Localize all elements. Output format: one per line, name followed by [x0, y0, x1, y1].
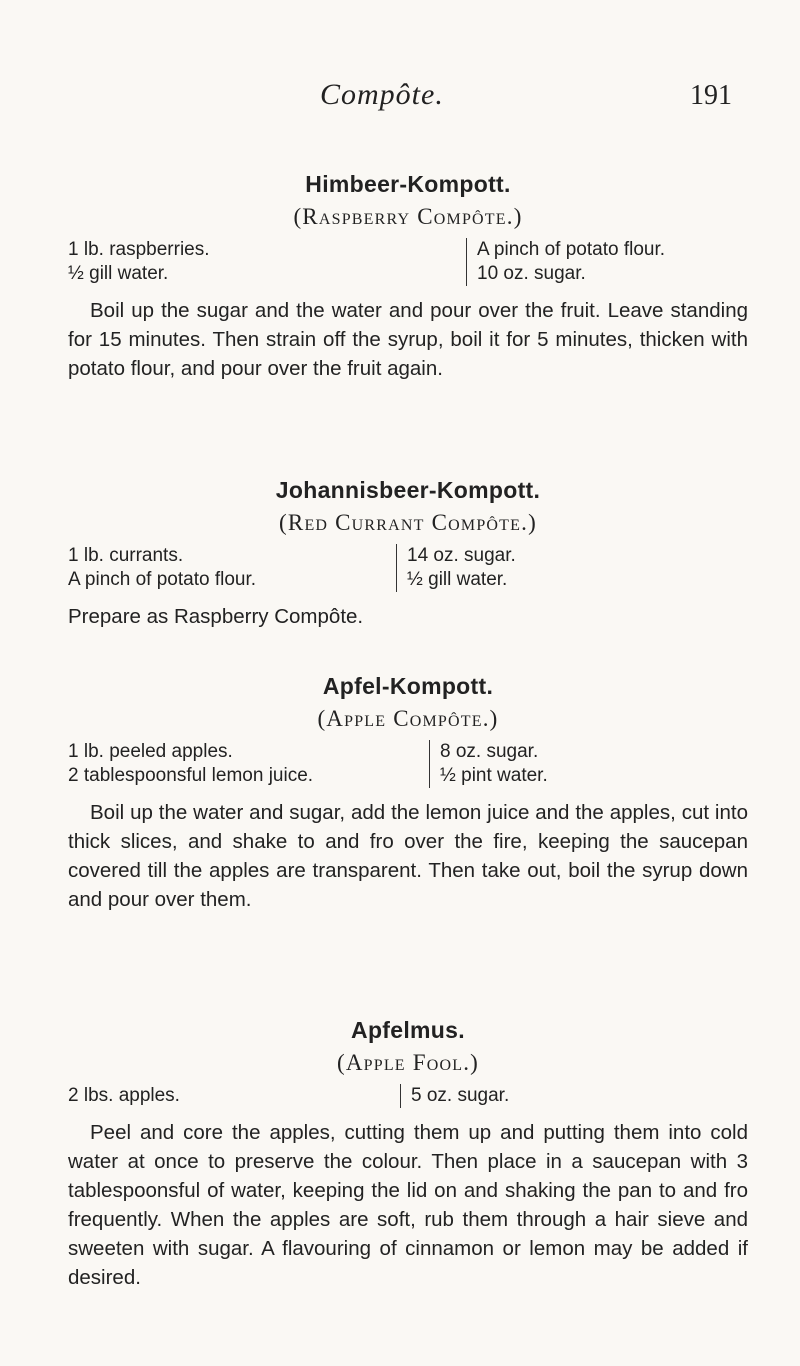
recipe-title: Apfelmus.	[351, 1017, 465, 1043]
recipe-subtitle: (Raspberry Compôte.)	[293, 204, 523, 229]
ingredient: 1 lb. peeled apples.	[68, 741, 233, 762]
ingredients-left-column	[68, 1084, 180, 1108]
recipe-subtitle: (Apple Fool.)	[336, 1050, 480, 1075]
ingredient: 14 oz. sugar.	[407, 545, 516, 566]
ingredients-list	[68, 238, 748, 286]
recipe-apple-compote	[68, 670, 748, 914]
recipe-title: Apfel-Kompott.	[322, 673, 494, 699]
recipe-raspberry-compote	[68, 168, 748, 383]
recipe-title: Johannisbeer-Kompott.	[275, 477, 541, 503]
recipe-instructions: Boil up the sugar and the water and pour over the fruit. Leave standing for 15 minutes. Then strain off the syrup, boil it for 5 minutes, thicken with potato flour, and pour over the fruit again.	[68, 299, 748, 380]
recipe-subtitle: (Red Currant Compôte.)	[279, 510, 537, 535]
ingredients-left-column	[68, 740, 313, 788]
ingredient: 8 oz. sugar.	[440, 741, 539, 762]
recipe-instructions: Prepare as Raspberry Compôte.	[68, 605, 364, 628]
ingredients-list	[68, 740, 748, 788]
recipe-instructions: Peel and core the apples, cutting them up and putting them into cold water at once to preserve the colour. Then place in a saucepan with 3 tablespoonsful of water, keeping the lid on and shaking the pan to and fro frequently. When the apples are soft, rub them through a hair sieve and sweeten with sugar. A flavouring of cinnamon or lemon may be added if desired.	[68, 1121, 748, 1289]
ingredient: ½ gill water.	[68, 263, 169, 284]
ingredients-left-column	[68, 544, 256, 592]
page-number: 191	[690, 80, 732, 111]
recipe-apple-fool	[68, 1014, 748, 1292]
ingredients-right-column	[400, 1084, 509, 1108]
recipe-subtitle: (Apple Compôte.)	[317, 706, 499, 731]
ingredient: ½ gill water.	[407, 569, 508, 590]
ingredient: A pinch of potato flour.	[477, 239, 666, 260]
ingredients-right-column	[466, 238, 665, 286]
ingredient: 1 lb. currants.	[68, 545, 184, 566]
recipe-instructions: Boil up the water and sugar, add the lemon juice and the apples, cut into thick slices, and shake to and fro over the fire, keeping the saucepan covered till the apples are transparent. Then take out, boil the syrup down and pour over them.	[68, 801, 748, 911]
ingredient: A pinch of potato flour.	[68, 569, 257, 590]
ingredients-list	[68, 1084, 748, 1108]
ingredient: 10 oz. sugar.	[477, 263, 586, 284]
ingredient: 5 oz. sugar.	[411, 1085, 510, 1106]
ingredient: 2 lbs. apples.	[68, 1085, 180, 1106]
ingredients-right-column	[396, 544, 516, 592]
ingredients-left-column	[68, 238, 210, 286]
ingredient: ½ pint water.	[440, 765, 548, 786]
ingredient: 2 tablespoonsful lemon juice.	[68, 765, 314, 786]
recipe-red-currant-compote	[68, 474, 748, 631]
recipe-title: Himbeer-Kompott.	[305, 171, 511, 197]
ingredients-right-column	[429, 740, 548, 788]
ingredients-list	[68, 544, 748, 592]
running-head: Compôte.	[320, 78, 444, 111]
ingredient: 1 lb. raspberries.	[68, 239, 210, 260]
